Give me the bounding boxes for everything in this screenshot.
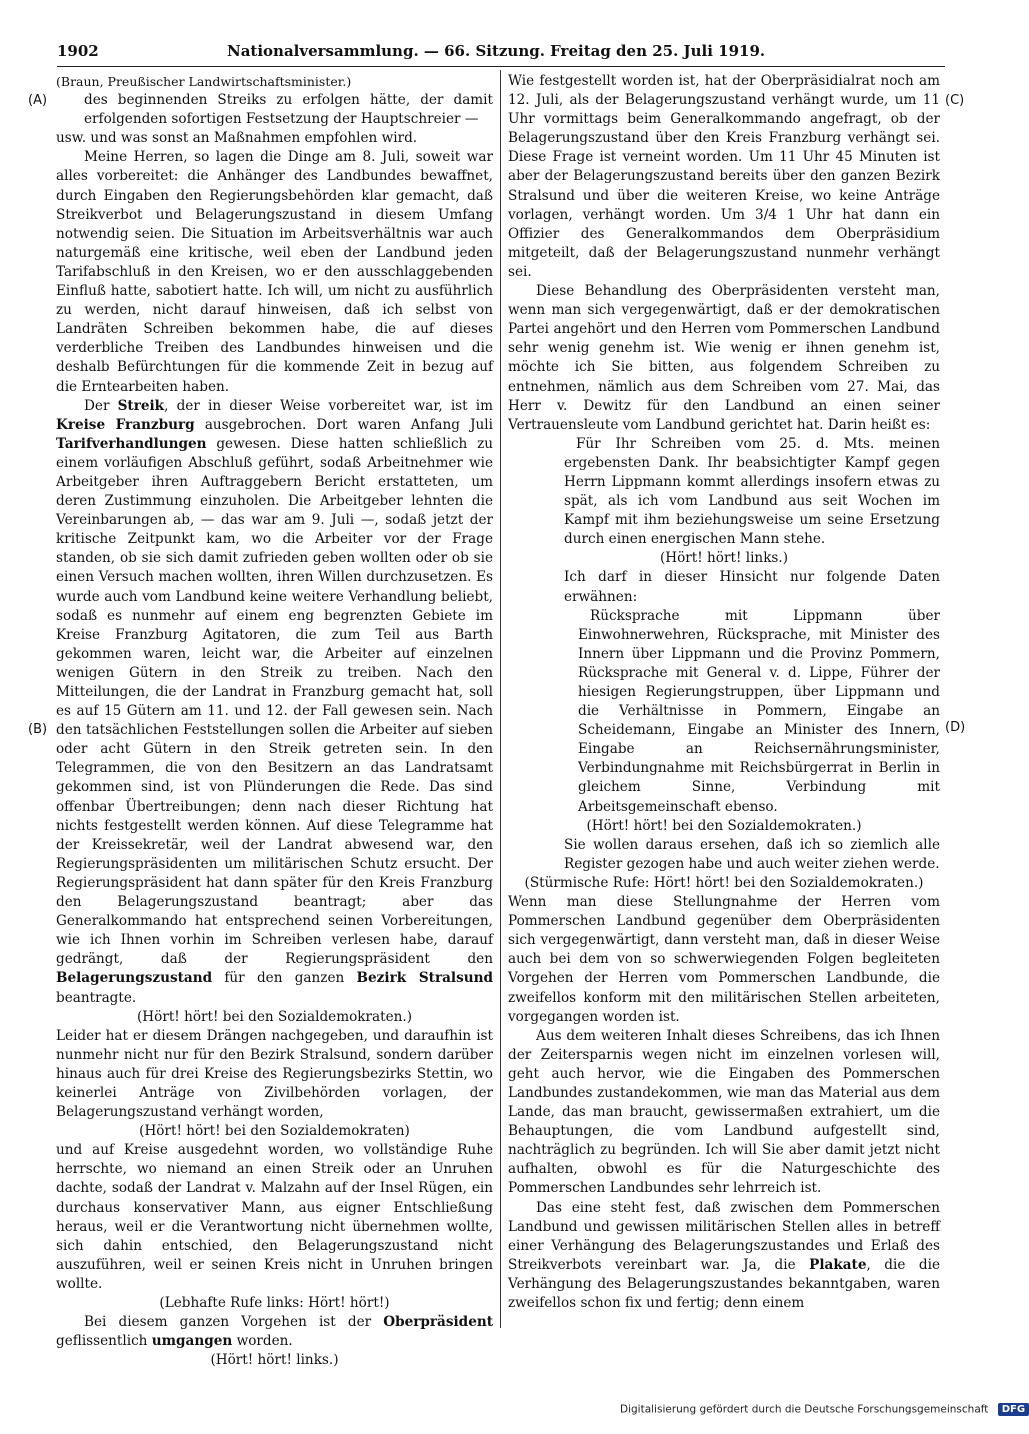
interjection: (Stürmische Rufe: Hört! hört! bei den Sozialdemokraten.)	[524, 874, 924, 891]
quotation-list: Rücksprache mit Lippmann über Einwohnerwehren, Rücksprache, mit Minister des Innern über Lippmann und die Provinz Pommern, Rücksprache mit General v. d. Lippe, Führer der hiesigen Regierungstruppen, über Lippmann und die Verhältnisse in Pommern, Eingabe an Scheidemann, Eingabe an Minister des Innern, Eingabe an Reichsernährungsminister, Verbindungnahme mit Reichsbürgerrat in Berlin in gleichem Sinne, Verbindung mit Arbeitsgemeinschaft ebenso.	[578, 607, 940, 815]
left-column	[56, 72, 493, 1370]
paragraph: Meine Herren, so lagen die Dinge am 8. Juli, soweit war alles vorbereitet: die Anhänger des Landbundes bewaffnet, durch Eingaben den Regierungsbehörden klar gemacht, daß Streikverbot und Belagerungszustand in diesem Umfang notwendig seien. Die Situation im Arbeitsverhältnis war auch naturgemäß eine kritische, weil eben der Landbund jeden Tarifabschluß in den Kreisen, wo er den ausschlaggebenden Einfluß hatte, sabotiert hatte. Ich will, um nicht zu ausführlich zu werden, nicht darauf hinweisen, daß ich selbst von Landräten Schreiben bekommen habe, die auf dieses verderbliche Treiben des Landbundes hinweisen und die deshalb Befürchtungen für die kommende Zeit in bezug auf die Erntearbeiten haben.	[56, 149, 493, 395]
paragraph: usw. und was sonst an Maßnahmen empfohlen wird.	[56, 130, 418, 147]
right-column	[508, 72, 940, 1313]
quotation: Ich darf in dieser Hinsicht nur folgende Daten erwähnen:	[564, 569, 940, 605]
paragraph: Aus dem weiteren Inhalt dieses Schreibens, das ich Ihnen der Zeitersparnis wegen nicht im einzelnen vorlesen will, geht auch hervor, wie die Eingaben des Pommerschen Landbundes zustandekommen, wie man das Material aus dem Lande, das man braucht, gewissermaßen extrahiert, um die Behauptungen, die vom Landbund aufgestellt sind, nachträglich zu begründen. Ich will Sie aber damit jetzt nicht aufhalten, obwohl es für die Naturgeschichte des Pommerschen Landbundes sehr lehrreich ist.	[508, 1027, 940, 1197]
paragraph: Bei diesem ganzen Vorgehen ist der Oberpräsident geflissentlich umgangen worden.	[56, 1314, 493, 1350]
paragraph: Leider hat er diesem Drängen nachgegeben, und daraufhin ist nunmehr nicht nur für den Bezirk Stralsund, sondern darüber hinaus auch für drei Kreise des Regierungsbezirks Stettin, wo keinerlei Anträge von Zivilbehörden vorlagen, der Belagerungszustand verhängt worden,	[56, 1027, 493, 1121]
interjection: (Hört! hört! bei den Sozialdemokraten.)	[586, 817, 862, 834]
dfg-logo: DFG	[998, 1403, 1029, 1416]
footer-credit	[620, 1403, 1029, 1416]
column-divider	[500, 70, 501, 1328]
page-header	[57, 42, 945, 66]
paragraph: und auf Kreise ausgedehnt worden, wo vollständige Ruhe herrschte, wo niemand an einen Streik oder an Unruhen dachte, sodaß der Landrat v. Malzahn auf der Insel Rügen, ein durchaus konservativer Mann, aus eigner Entschließung heraus, weil er die Verantwortung nicht übernehmen wollte, sich dahin entschied, den Belagerungszustand nicht auszuführen, weil er seinen Kreis nicht in Unruhen bringen wollte.	[56, 1142, 493, 1292]
paragraph: Der Streik, der in dieser Weise vorbereitet war, ist im Kreise Franzburg ausgebrochen. Dort waren Anfang Juli Tarifverhandlungen gewesen. Diese hatten schließlich zu einem vorläufigen Abschluß geführt, sodaß Arbeitnehmer wie Arbeitgeber ihren Auftraggebern Bericht erstatteten, um deren Zustimmung einzuholen. Die Arbeitgeber lehnten die Vereinbarungen ab, — das war am 9. Juli —, sodaß jetzt der kritische Zeitpunkt kam, wo die Arbeiter vor der Frage standen, ob sie sich damit zufrieden geben wollten oder ob sie einen Versuch machen wollten, ihren Willen durchzusetzen. Es wurde auch vom Landbund keine weitere Verhandlung beliebt, sodaß es nunmehr auf einem eng begrenzten Gebiete im Kreise Franzburg Agitatoren, die zum Teil aus Barth gekommen waren, leicht war, die Arbeiter auf einzelnen wenigen Gütern in den Streik zu treiben. Nach den Mitteilungen, die der Landrat in Franzburg gemacht hat, soll es auf 15 Gütern am 11. und 12. der Fall gewesen sein. Nach den tatsächlichen Feststellungen sollen die Arbeiter auf sieben oder acht Gütern in den Streik getreten sein. In den Telegrammen, die von den Besitzern an das Landratsamt gekommen sind, ist von Plünderungen die Rede. Das sind offenbar Übertreibungen; denn nach dieser Richtung hat nichts festgestellt werden können. Auf diese Telegramme hat der Kreissekretär, weil der Landrat abwesend war, den Regierungspräsidenten um militärischen Schutz ersucht. Der Regierungspräsident hat dann später für den Kreis Franzburg den Belagerungszustand beantragt; aber das Generalkommando hat entsprechend seinen Vorbereitungen, wie ich Ihnen vorhin im Schreiben verlesen habe, darauf gedrängt, daß der Regierungspräsident den Belagerungszustand für den ganzen Bezirk Stralsund beantragte.	[56, 397, 494, 1006]
page-number: 1902	[57, 42, 99, 60]
paragraph: Wenn man diese Stellungnahme der Herren vom Pommerschen Landbund gegenüber dem Oberpräsidenten sich vergegenwärtigt, dann versteht man, daß in dieser Weise auch bei dem von so schwerwiegenden Folgen begleiteten Vorgehen der Herren vom Pommerschen Landbunde, die zweifellos konform mit den militärischen Stellen arbeiteten, vorgegangen worden ist.	[508, 894, 940, 1025]
footer-text: Digitalisierung gefördert durch die Deutsche Forschungsgemeinschaft	[620, 1403, 989, 1416]
paragraph: Das eine steht fest, daß zwischen dem Pommerschen Landbund und gewissen militärischen Stellen alles in betreff einer Verhängung des Belagerungszustandes und Erlaß des Streikverbots vereinbart war. Ja, die Plakate, die die Verhängung des Belagerungszustandes bekanntgaben, waren zweifellos schon fix und fertig; denn einem	[508, 1199, 940, 1311]
margin-marker-b: (B)	[28, 722, 48, 737]
interjection: (Hört! hört! links.)	[659, 550, 789, 567]
running-title: Nationalversammlung. — 66. Sitzung. Freitag den 25. Juli 1919.	[227, 42, 766, 60]
quotation: Für Ihr Schreiben vom 25. d. Mts. meinen ergebensten Dank. Ihr beabsichtigter Kampf gegen Herrn Lippmann kommt allerdings insofern etwas zu spät, als ich vom Landbund aus seit Wochen im Kampf mit ihm beziehungsweise um seine Ersetzung durch einen energischen Mann stehe.	[564, 435, 940, 548]
margin-marker-d: (D)	[945, 720, 966, 735]
speaker-attribution: (Braun, Preußischer Landwirtschaftsminister.)	[56, 74, 352, 89]
margin-marker-a: (A)	[28, 93, 48, 108]
quotation: Sie wollen daraus ersehen, daß ich so ziemlich alle Register gezogen habe und auch weiter ziehen werde.	[564, 836, 940, 872]
paragraph: des beginnenden Streiks zu erfolgen hätte, der damit erfolgenden sofortigen Festsetzung der Hauptschreier —	[84, 92, 493, 128]
interjection: (Hört! hört! bei den Sozialdemokraten)	[139, 1123, 410, 1140]
interjection: (Lebhafte Rufe links: Hört! hört!)	[159, 1295, 390, 1311]
interjection: (Hört! hört! links.)	[210, 1352, 339, 1369]
interjection: (Hört! hört! bei den Sozialdemokraten.)	[136, 1008, 412, 1025]
header-rule	[57, 66, 945, 67]
margin-marker-c: (C)	[945, 93, 965, 108]
paragraph: Diese Behandlung des Oberpräsidenten versteht man, wenn man sich vergegenwärtigt, daß er der demokratischen Partei angehört und den Herren vom Pommerschen Landbund sehr wenig genehm ist. Wie wenig er ihnen genehm ist, möchte ich Sie bitten, aus folgendem Schreiben zu entnehmen, nämlich aus dem Schreiben vom 27. Mai, das Herr v. Dewitz für den Landbund an einen seiner Vertrauensleute vom Landbund gerichtet hat. Darin heißt es:	[508, 283, 940, 433]
paragraph: Wie festgestellt worden ist, hat der Oberpräsidialrat noch am 12. Juli, als der Belagerungszustand verhängt wurde, um 11 Uhr vormittags beim Generalkommando angefragt, ob der Belagerungszustand über den Kreis Franzburg verhängt sei. Diese Frage ist verneint worden. Um 11 Uhr 45 Minuten ist aber der Belagerungszustand bereits über den ganzen Bezirk Stralsund und über die weiteren Kreise, wo keine Anträge vorlagen, verhängt worden. Um 3/4 1 Uhr hat dann ein Offizier des Generalkommandos dem Oberpräsidium mitgeteilt, daß der Belagerungszustand nunmehr verhängt sei.	[508, 73, 940, 280]
